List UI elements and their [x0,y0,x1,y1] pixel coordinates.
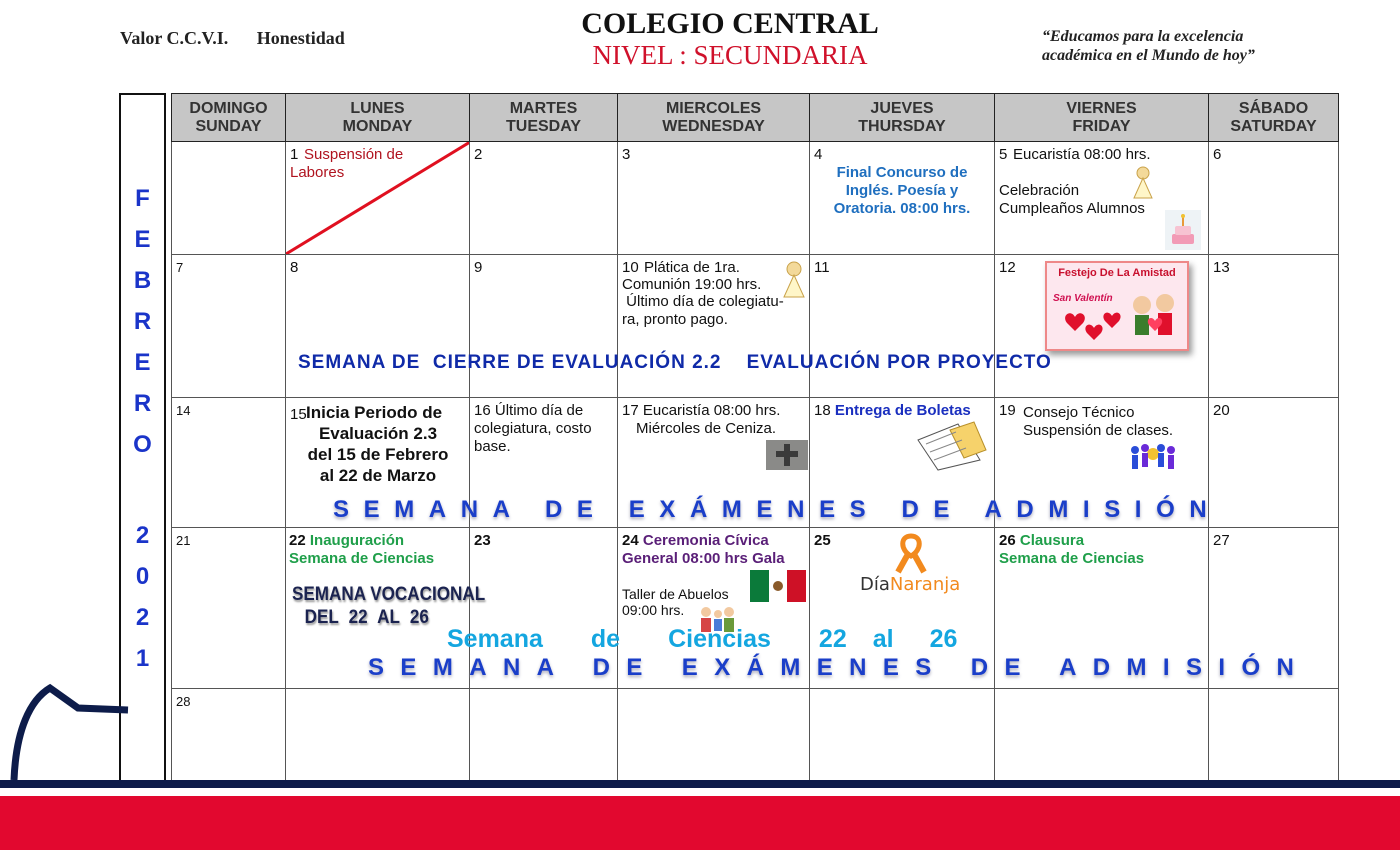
week-row [172,689,1339,789]
day-number: 23 [474,532,491,549]
event-science-opening [289,532,404,550]
month-letter: R [133,308,152,335]
valor-header [120,28,369,49]
science-week-word: al [872,625,894,653]
day-cell-6 [1209,142,1339,255]
eval-closing-week-banner: SEMANA DE CIERRE DE EVALUACIÓN 2.2 EVALUACIÓN POR PROYECTO [298,352,1052,373]
science-week-word: 22 [818,625,847,653]
orange-ribbon-icon [894,532,928,574]
motto-line-1: “Educamos para la excelencia [1042,28,1244,45]
day-number: 19 [999,402,1016,419]
day-cell-20 [1209,398,1339,528]
day-cell-empty [172,142,286,255]
science-week-banner [447,625,957,654]
year-digit: 2 [135,522,150,549]
event-science-opening-text: Inauguración [309,532,405,549]
year-digit: 0 [135,563,150,590]
event-eval-start-line1: Inicia Periodo de [306,403,443,422]
day-number: 16 [474,402,491,419]
event-communion-time: Comunión 19:00 hrs. [622,276,762,293]
event-eval-start-line4: al 22 de Marzo [319,466,437,485]
hearts-icon [1047,263,1187,349]
event-eval-start-line3: del 15 de Febrero [307,445,449,464]
day-cell-28 [172,689,286,789]
vocational-week-line1: SEMANA VOCACIONAL [292,584,486,605]
event-communion-talk: Plática de 1ra. [644,259,740,276]
day-cell-empty [1209,689,1339,789]
orange-day-logo-part2: Naranja [889,574,961,595]
day-cell-10 [618,255,810,398]
day-number: 21 [176,533,191,548]
day-cell-9 [470,255,618,398]
event-suspension: Suspensión de Labores [290,146,404,181]
day-number: 7 [176,260,184,275]
weekday-header: MIERCOLES WEDNESDAY [618,94,810,142]
month-letter: O [133,431,152,458]
admission-exams-banner: SEMANA DE EXÁMENES DE ADMISIÓN [333,496,1222,523]
footer-navy-bar [0,780,1400,788]
science-week-word: Semana [447,625,543,653]
event-science-week: Semana de Ciencias [289,550,435,567]
weekday-header-row [172,94,1339,142]
birthday-cake-icon [1163,208,1203,252]
ash-cross-icon [766,440,808,470]
event-eucharist-ash [622,402,780,420]
day-cell-12 [995,255,1209,398]
month-letter: F [135,185,150,212]
month-letter: B [133,267,152,294]
weekday-header: JUEVES THURSDAY [810,94,995,142]
day-cell-4 [810,142,995,255]
event-report-cards-text: Entrega de Boletas [834,402,971,419]
vocational-week-line2: DEL 22 AL 26 [304,607,429,628]
event-eucharist-text: Eucaristía 08:00 hrs. [642,402,781,419]
orange-day-logo [860,574,960,596]
day-cell-11 [810,255,995,398]
friendship-day-subtitle: San Valentín [1053,293,1113,304]
day-cell-3 [618,142,810,255]
day-cell-5 [995,142,1209,255]
weekday-header: LUNES MONDAY [286,94,470,142]
friendship-day-image [1045,261,1189,351]
year-digit: 2 [135,604,150,631]
event-no-classes: Suspensión de clases. [1023,422,1174,439]
month-letter: R [133,390,152,417]
event-birthday-line2: Cumpleaños Alumnos [999,200,1145,217]
friendship-day-title: Festejo De La Amistad [1058,267,1176,279]
communion-child-icon [780,259,808,299]
day-number: 25 [814,532,831,549]
science-week-word: Ciencias [668,625,771,653]
day-number: 3 [622,146,631,163]
day-number: 5 [999,146,1008,163]
mexico-flag-icon [750,570,806,602]
day-number: 20 [1213,402,1230,419]
day-cell-empty [995,689,1209,789]
day-number: 14 [176,403,191,418]
event-science-closing-text: Clausura [1019,532,1085,549]
event-eval-start-line2: Evaluación 2.3 [318,424,438,443]
day-cell-13 [1209,255,1339,398]
valor-label: Valor C.C.V.I. [120,28,229,48]
week-row [172,255,1339,398]
day-cell-empty [618,689,810,789]
day-cell-2 [470,142,618,255]
science-week-word: 26 [929,625,958,653]
day-number: 1 [290,146,299,163]
day-cell-empty [810,689,995,789]
event-ash-wednesday: Miércoles de Ceniza. [636,420,777,437]
day-number: 17 [622,402,639,419]
event-grandparents-workshop: Taller de Abuelos [622,586,729,602]
day-number: 15 [290,406,307,423]
year-digit: 1 [135,645,150,672]
weekday-header: MARTES TUESDAY [470,94,618,142]
event-civic-ceremony-text: Ceremonia Cívica [642,532,769,549]
event-english-contest: Final Concurso de Inglés. Poesía y Oratoria. 08:00 hrs. [833,164,971,217]
day-number: 11 [814,259,830,276]
day-cell-empty [470,689,618,789]
weekday-header: VIERNES FRIDAY [995,94,1209,142]
day-number: 4 [814,146,823,163]
event-tuition-line2: ra, pronto pago. [622,311,728,328]
day-number: 2 [474,146,483,163]
event-tech-council: Consejo Técnico [1023,404,1135,421]
event-science-closing [999,532,1084,550]
event-birthday-line1: Celebración [999,182,1080,199]
month-letter: E [134,226,151,253]
event-tuition-line1: Último día de colegiatu- [622,293,784,310]
event-civic-ceremony-time: General 08:00 hrs Gala [622,550,785,567]
valor-value: Honestidad [256,28,345,48]
day-number: 27 [1213,532,1230,549]
orange-day-logo-part1: Día [860,574,890,595]
day-number: 28 [176,694,191,709]
month-letter: E [134,349,151,376]
day-number: 9 [474,259,483,276]
event-grandparents-time: 09:00 hrs. [622,602,685,618]
science-week-word: de [590,625,621,653]
weekday-header: DOMINGO SUNDAY [172,94,286,142]
school-level: NIVEL : SECUNDARIA [592,40,868,70]
school-motto [1042,27,1342,65]
day-cell-1 [286,142,470,255]
report-card-icon [908,420,988,472]
footer-red-bar [0,796,1400,850]
weekday-header: SÁBADO SATURDAY [1209,94,1339,142]
day-number: 24 [622,532,639,549]
event-last-tuition-text: Último día de colegiatura, costo base. [474,402,592,455]
calendar-grid [171,93,1339,789]
admission-exams-banner-2: SEMANA DE EXÁMENES DE ADMISIÓN [368,654,1311,681]
communion-child-icon [1129,164,1157,200]
day-number: 10 [622,259,639,276]
event-eucharist: Eucaristía 08:00 hrs. [1013,146,1151,163]
group-people-icon [1127,440,1179,474]
event-report-cards [814,402,971,420]
day-cell-8 [286,255,470,398]
day-cell-7 [172,255,286,398]
day-cell-14 [172,398,286,528]
week-row [172,142,1339,255]
day-number: 8 [290,259,299,276]
day-number: 6 [1213,146,1222,163]
day-cell-21 [172,528,286,689]
school-name: COLEGIO CENTRAL [581,7,879,40]
day-number: 12 [999,259,1016,276]
day-number: 26 [999,532,1016,549]
event-last-tuition [474,402,614,456]
day-number: 22 [289,532,306,549]
motto-line-2: académica en el Mundo de hoy” [1042,47,1255,64]
day-number: 18 [814,402,831,419]
school-logo-arc-icon [0,680,140,790]
day-number: 13 [1213,259,1230,276]
vocational-week-banner [292,583,485,629]
event-science-week-closing: Semana de Ciencias [999,550,1145,567]
footer-gap [0,788,1400,796]
event-civic-ceremony [622,532,769,550]
school-title-block [480,8,980,70]
day-cell-empty [286,689,470,789]
